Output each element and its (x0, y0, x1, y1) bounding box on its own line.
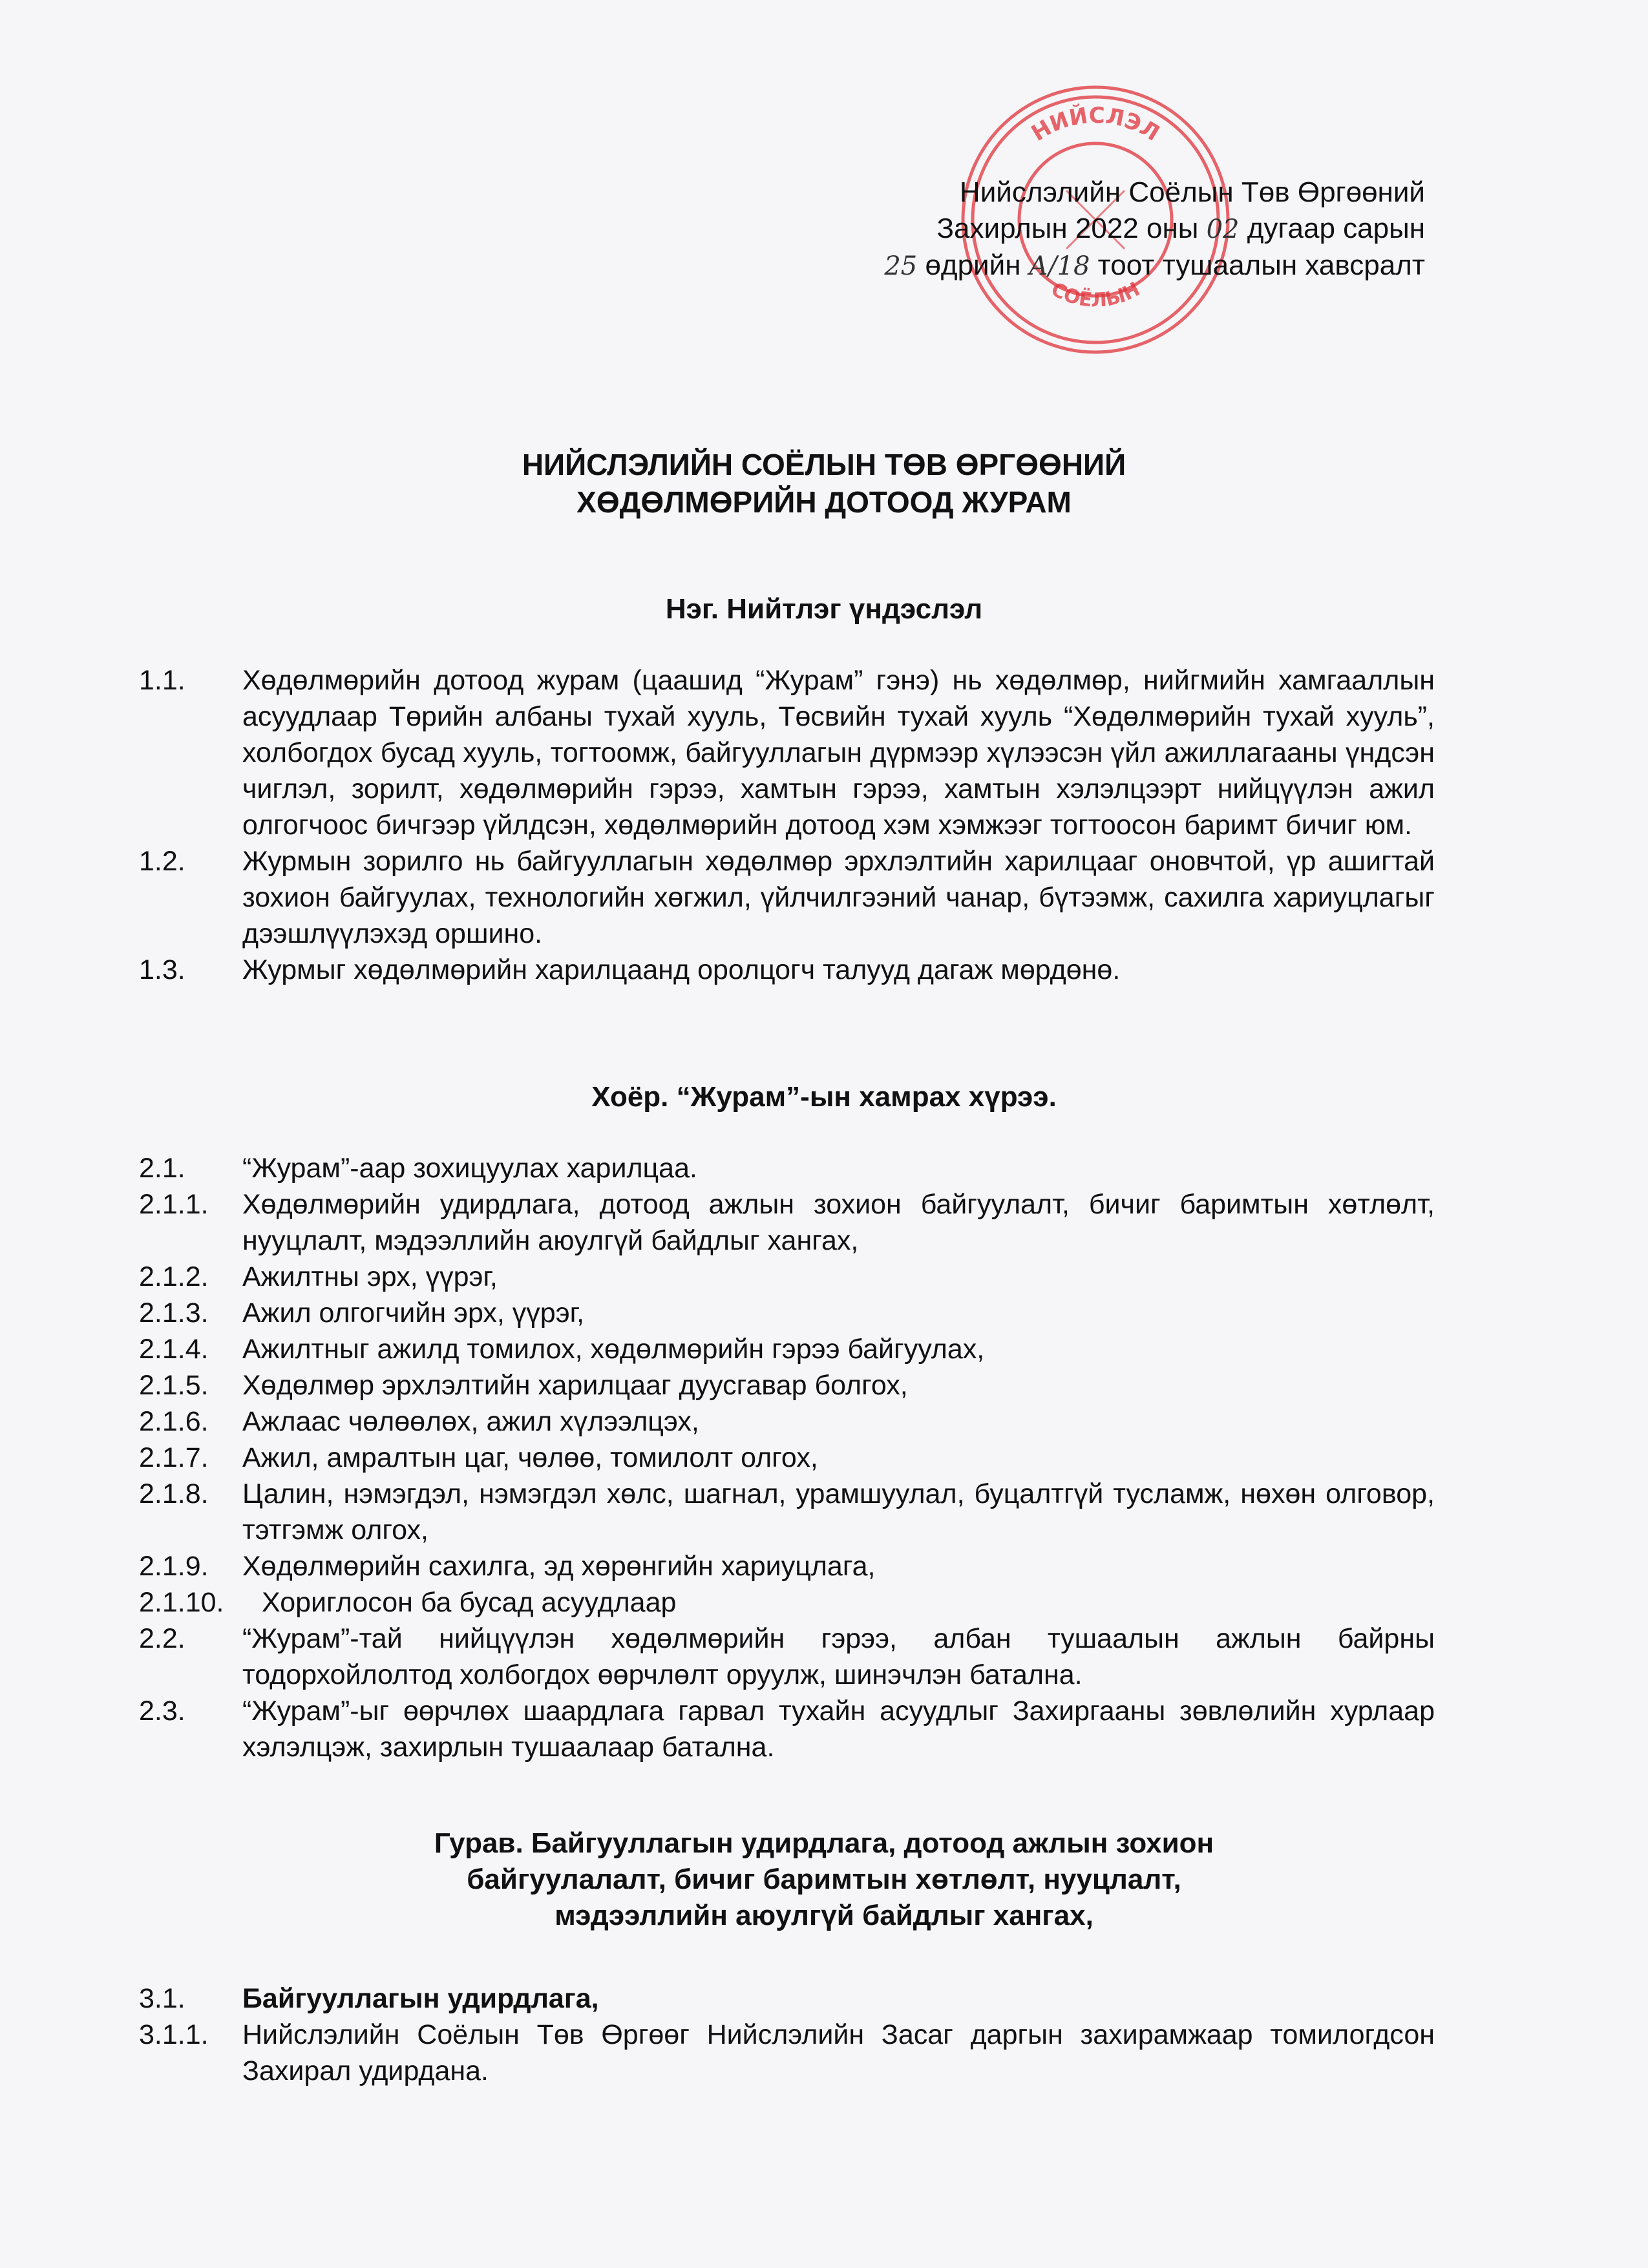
section-3-items (139, 1980, 1435, 2089)
clause-text: Нийслэлийн Соёлын Төв Өргөөг Нийслэлийн Засаг даргын захирамжаар томилогдсон Захирал удирдана. (242, 2019, 1435, 2086)
clause-number: 2.1.10. (139, 1587, 224, 1618)
clause-text: Хориглосон ба бусад асуудлаар (262, 1587, 677, 1618)
clause-text: Ажлаас чөлөөлөх, ажил хүлээлцэх, (242, 1406, 699, 1437)
clause-item (139, 1403, 1435, 1440)
clause-text: Журмын зорилго нь байгууллагын хөдөлмөр эрхлэлтийн харилцааг оновчтой, үр ашигтай зохион байгуулах, технологийн хөгжил, үйлчилгээний чанар, бүтээмж, сахилга хариуцлагыг дээшлүүлэхэд оршино. (242, 846, 1435, 949)
clause-number: 3.1. (139, 1983, 185, 2014)
annex-reference (884, 174, 1425, 284)
clause-item (139, 662, 1435, 843)
section-3-heading: Гурав. Байгууллагын удирдлага, дотоод ажлын зохион байгуулалалт, бичиг баримтын хөтлөлт, нууцлалт, мэдээллийн аюулгүй байдлыг хангах, (434, 1827, 1214, 1931)
handwritten-day: 25 (884, 251, 918, 281)
clause-item (139, 1150, 1435, 1186)
clause-text: Ажилтныг ажилд томилох, хөдөлмөрийн гэрээ байгуулах, (242, 1334, 985, 1365)
clause-item (139, 1295, 1435, 1331)
title-line-1: НИЙСЛЭЛИЙН СОЁЛЫН ТӨВ ӨРГӨӨНИЙ (522, 448, 1126, 481)
clause-text: “Журам”-тай нийцүүлэн хөдөлмөрийн гэрээ, албан тушаалын ажлын байрны тодорхойлолтод холбогдох өөрчлөлт оруулж, шинэчлэн батална. (242, 1623, 1435, 1690)
clause-number: 2.1.7. (139, 1442, 209, 1473)
clause-text: Хөдөлмөрийн удирдлага, дотоод ажлын зохион байгуулалт, бичиг баримтын хөтлөлт, нууцлалт, мэдээллийн аюулгүй байдлыг хангах, (242, 1189, 1435, 1256)
annex-line-2: Захирлын 2022 оны 02 дугаар сарын (936, 213, 1425, 244)
clause-text: Байгууллагын удирдлага, (242, 1983, 599, 2014)
clause-item (139, 952, 1435, 988)
clause-number: 1.1. (139, 665, 185, 696)
clause-item (139, 1476, 1435, 1548)
clause-number: 2.3. (139, 1696, 185, 1727)
document-title (0, 446, 1648, 521)
clause-item (139, 1621, 1435, 1693)
annex-line-3: 25 өдрийн А/18 тоот тушаалын хавсралт (884, 249, 1425, 281)
clause-text: “Журам”-ыг өөрчлөх шаардлага гарвал тухайн асуудлыг Захиргааны зөвлөлийн хурлаар хэлэлцэж, захирлын тушаалаар батална. (242, 1696, 1435, 1763)
clause-text: Ажил олгогчийн эрх, үүрэг, (242, 1297, 585, 1328)
clause-text: “Журам”-аар зохицуулах харилцаа. (242, 1153, 697, 1184)
title-line-2: ХӨДӨЛМӨРИЙН ДОТООД ЖУРАМ (576, 485, 1072, 519)
section-2-items (139, 1150, 1435, 1765)
clause-number: 2.1.4. (139, 1334, 209, 1365)
clause-number: 2.1.9. (139, 1551, 209, 1582)
clause-item (139, 1186, 1435, 1259)
clause-number: 2.1. (139, 1153, 185, 1184)
clause-number: 2.1.8. (139, 1478, 209, 1509)
clause-item (139, 1331, 1435, 1367)
clause-number: 2.1.3. (139, 1297, 209, 1328)
svg-text:НИЙСЛЭЛ: НИЙСЛЭЛ (1027, 102, 1164, 147)
clause-item (139, 1440, 1435, 1476)
clause-number: 2.1.1. (139, 1189, 209, 1220)
clause-number: 2.2. (139, 1623, 185, 1654)
clause-number: 2.1.5. (139, 1370, 209, 1401)
clause-item (139, 2017, 1435, 2089)
clause-number: 1.3. (139, 954, 185, 985)
section-1-heading: Нэг. Нийтлэг үндэслэл (665, 593, 983, 625)
clause-text: Цалин, нэмэгдэл, нэмэгдэл хөлс, шагнал, урамшуулал, буцалтгүй тусламж, нөхөн олговор, тэтгэмж олгох, (242, 1478, 1435, 1546)
svg-text:СОЁЛЫН: СОЁЛЫН (1047, 277, 1144, 312)
section-2-heading: Хоёр. “Журам”-ын хамрах хүрээ. (591, 1081, 1057, 1113)
clause-item (139, 1980, 1435, 2017)
clause-number: 1.2. (139, 846, 185, 877)
clause-number: 3.1.1. (139, 2019, 209, 2050)
handwritten-order-number: А/18 (1028, 251, 1090, 281)
clause-item (139, 1693, 1435, 1765)
clause-item (139, 1548, 1435, 1584)
clause-text: Хөдөлмөрийн дотоод журам (цаашид “Журам” гэнэ) нь хөдөлмөр, нийгмийн хамгааллын асуудлаар Төрийн албаны тухай хууль, Төсвийн тухай хууль “Хөдөлмөрийн тухай хууль”, холбогдох бусад хууль, тогтоомж, байгууллагын дүрмээр хүлээсэн үйл ажиллагааны үндсэн чиглэл, зорилт, хөдөлмөрийн гэрээ, хамтын гэрээ, хамтын хэлэлцээрт нийцүүлэн ажил олгогчоос бичгээр үйлдсэн, хөдөлмөрийн дотоод хэм хэмжээг тогтоосон баримт бичиг юм. (242, 665, 1435, 841)
clause-item (139, 843, 1435, 952)
handwritten-month: 02 (1206, 215, 1240, 244)
clause-item (139, 1584, 1435, 1621)
clause-text: Ажил, амралтын цаг, чөлөө, томилолт олгох, (242, 1442, 818, 1473)
clause-number: 2.1.6. (139, 1406, 209, 1437)
clause-number: 2.1.2. (139, 1261, 209, 1292)
clause-text: Ажилтны эрх, үүрэг, (242, 1261, 498, 1292)
annex-line-1: Нийслэлийн Соёлын Төв Өргөөний (959, 176, 1425, 208)
clause-text: Хөдөлмөрийн сахилга, эд хөрөнгийн хариуцлага, (242, 1551, 876, 1582)
clause-text: Журмыг хөдөлмөрийн харилцаанд оролцогч талууд дагаж мөрдөнө. (242, 954, 1121, 985)
clause-item (139, 1367, 1435, 1403)
clause-item (139, 1259, 1435, 1295)
section-1-items (139, 662, 1435, 988)
clause-text: Хөдөлмөр эрхлэлтийн харилцааг дуусгавар болгох, (242, 1370, 908, 1401)
